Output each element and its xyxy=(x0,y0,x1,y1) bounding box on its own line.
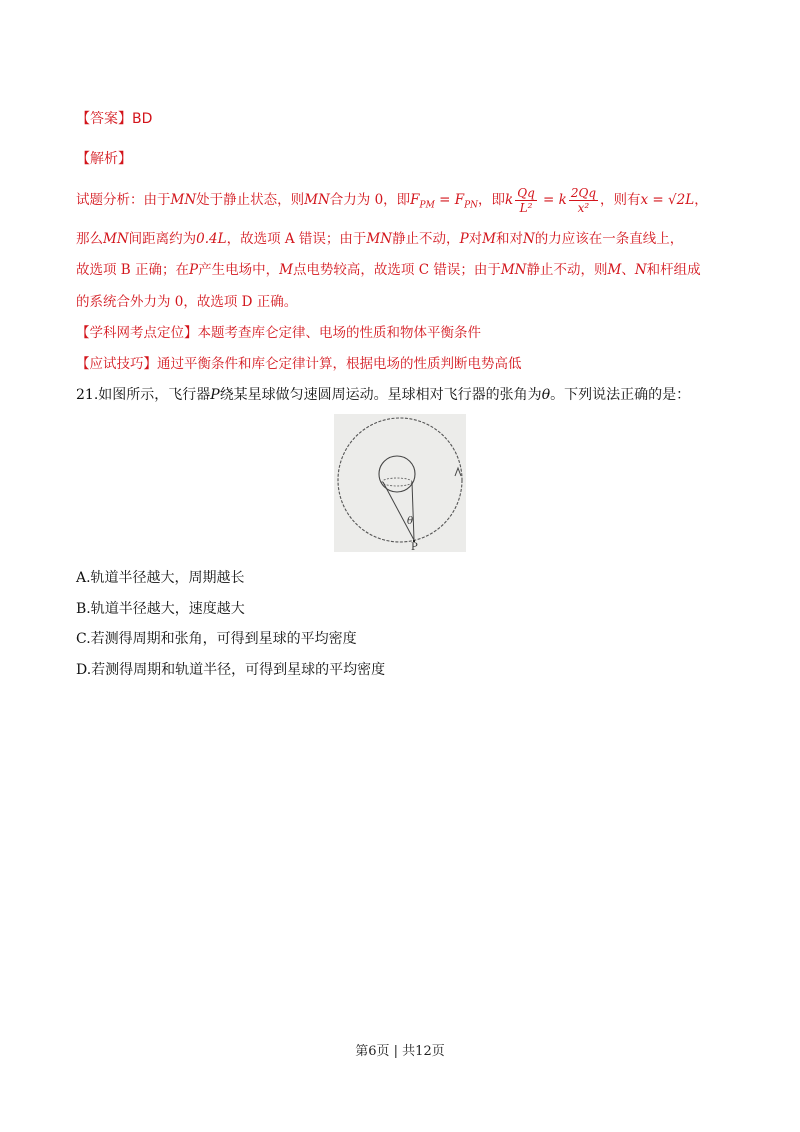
question-21 xyxy=(76,384,690,404)
tangent-line-right xyxy=(412,482,414,540)
subscript-pn: PN xyxy=(464,200,479,211)
p-label: P xyxy=(411,542,418,552)
analysis-text: ，则有 xyxy=(600,192,641,208)
orbit-figure xyxy=(334,414,466,552)
analysis-text: 和杆组成 xyxy=(646,262,701,278)
analysis-text: ，故选项 A 错误；由于 xyxy=(226,231,367,247)
question-text: 。下列说法正确的是： xyxy=(550,387,691,403)
analysis-text: 处于静止状态，则 xyxy=(196,192,305,208)
fraction-denominator: x² xyxy=(577,201,590,215)
analysis-text: 产生电场中， xyxy=(198,262,280,278)
analysis-line-3 xyxy=(76,258,701,278)
planet-equator xyxy=(382,478,412,486)
var-m: M xyxy=(607,262,622,278)
fraction-1 xyxy=(515,186,537,215)
var-k: k xyxy=(505,192,514,208)
analysis-line-2 xyxy=(76,227,683,247)
var-m: M xyxy=(279,262,293,278)
equals-sign: = xyxy=(538,192,559,208)
analysis-text: 和对 xyxy=(495,231,523,247)
analysis-text: ， xyxy=(694,192,708,208)
answer-line xyxy=(76,108,152,128)
question-text: 绕某星球做匀速圆周运动。星球相对飞行器的张角为 xyxy=(219,387,542,403)
var-mn: MN xyxy=(170,192,197,208)
fraction-2 xyxy=(569,186,598,215)
fraction-denominator: L² xyxy=(519,201,533,215)
var-mn: MN xyxy=(500,262,527,278)
exam-tip: 【应试技巧】通过平衡条件和库仑定律计算，根据电场的性质判断电势高低 xyxy=(76,356,522,372)
theta-label: θ xyxy=(407,516,414,527)
analysis-text: 静止不动，则 xyxy=(526,262,608,278)
option-b: B.轨道半径越大，速度越大 xyxy=(76,601,245,617)
planet-circle xyxy=(379,456,415,492)
analysis-text: 对 xyxy=(468,231,483,247)
direction-arrow-icon xyxy=(455,468,461,476)
analysis-text: 静止不动， xyxy=(392,231,460,247)
analysis-text: 间距离约为 xyxy=(128,231,197,247)
analysis-text: 那么 xyxy=(76,231,103,247)
var-f: F xyxy=(410,192,420,208)
analysis-heading: 【解析】 xyxy=(76,151,132,167)
var-mn: MN xyxy=(304,192,330,208)
answer-value: BD xyxy=(132,111,153,127)
var-p: P xyxy=(189,262,199,278)
analysis-text: 试题分析：由于 xyxy=(76,192,171,208)
var-m: M xyxy=(482,231,496,247)
analysis-line-1 xyxy=(76,186,708,215)
analysis-text: 故选项 B 正确；在 xyxy=(76,262,190,278)
tangent-line-left xyxy=(383,482,414,540)
analysis-line-4: 的系统合外力为 0，故选项 D 正确。 xyxy=(76,294,298,310)
analysis-text: 合力为 0，即 xyxy=(329,192,411,208)
option-a: A.轨道半径越大，周期越长 xyxy=(76,570,245,586)
subscript-pm: PM xyxy=(419,200,435,211)
fraction-numerator: 2Qq xyxy=(570,186,597,200)
orbit-circle xyxy=(338,418,462,542)
analysis-text: 点电势较高，故选项 C 错误；由于 xyxy=(292,262,501,278)
orbit-diagram xyxy=(334,414,466,552)
question-text: 21.如图所示，飞行器 xyxy=(76,387,211,403)
option-c: C.若测得周期和张角，可得到星球的平均密度 xyxy=(76,631,357,647)
analysis-text: 的力应该在一条直线上， xyxy=(534,231,684,247)
knowledge-point-location: 【学科网考点定位】本题考查库仑定律、电场的性质和物体平衡条件 xyxy=(76,325,481,341)
var-p: P xyxy=(459,231,469,247)
page-footer: 第6页 | 共12页 xyxy=(355,1044,445,1059)
var-p: P xyxy=(210,387,220,403)
answer-label: 【答案】 xyxy=(76,111,132,127)
var-theta: θ xyxy=(541,387,551,403)
var-mn: MN xyxy=(103,231,129,247)
distance-value: 0.4L xyxy=(196,231,227,247)
analysis-text: ，即 xyxy=(478,192,506,208)
equals-sign: = xyxy=(434,192,455,208)
var-mn: MN xyxy=(366,231,393,247)
var-n: N xyxy=(634,262,647,278)
option-d: D.若测得周期和轨道半径，可得到星球的平均密度 xyxy=(76,662,386,678)
analysis-text: 、 xyxy=(621,262,635,278)
fraction-numerator: Qq xyxy=(517,186,535,200)
var-n: N xyxy=(522,231,535,247)
result-formula: x = √2L xyxy=(640,192,695,208)
var-f: F xyxy=(454,192,465,208)
var-k: k xyxy=(558,192,567,208)
